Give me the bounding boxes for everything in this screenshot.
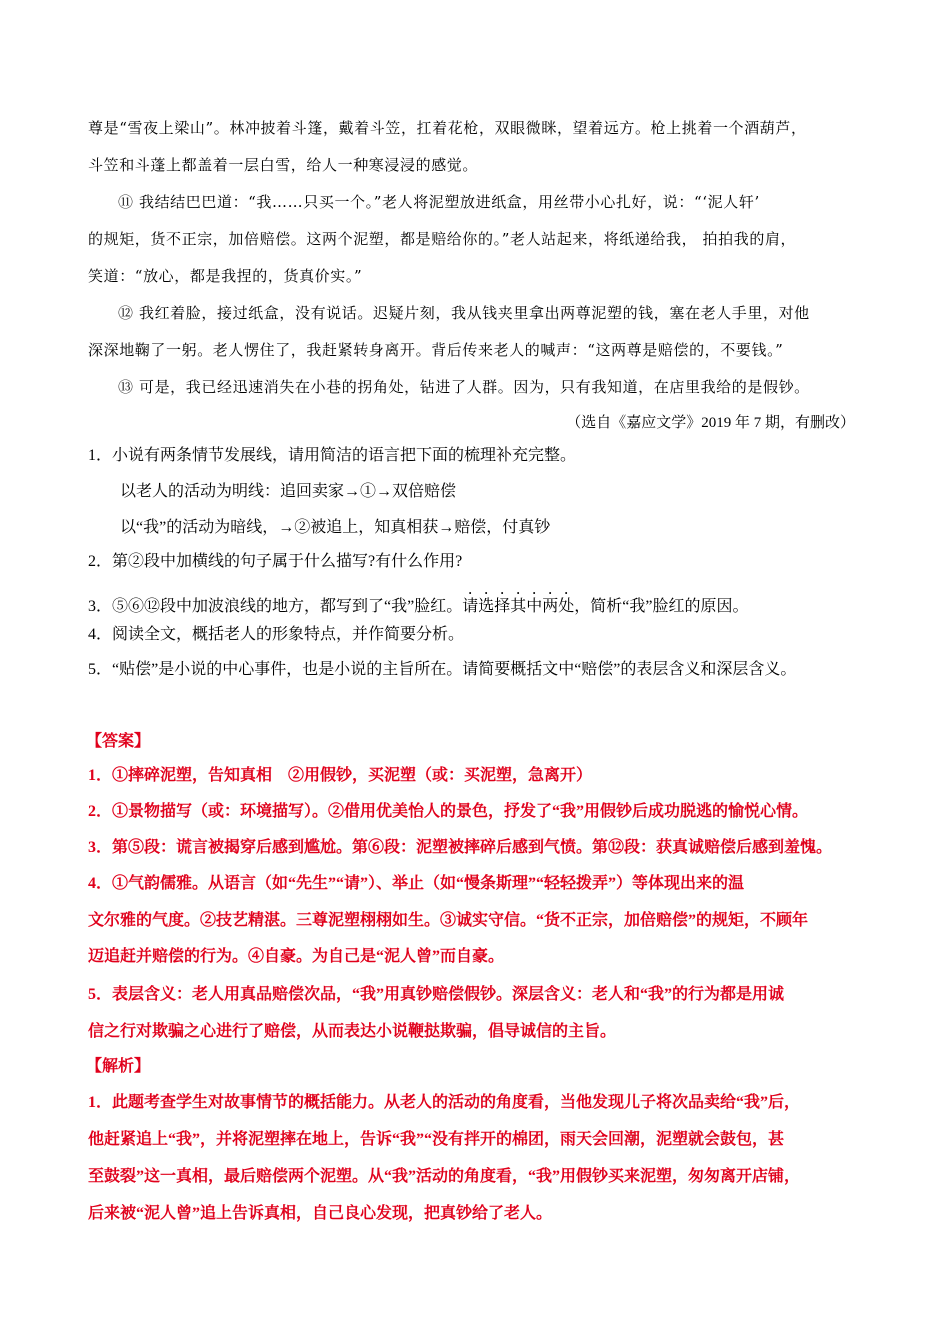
analysis-line: 他赶紧追上“我”，并将泥塑摔在地上，告诉“我”“没有拌开的棉团，雨天会回潮，泥塑就会鼓包，甚 bbox=[88, 1131, 785, 1148]
story-line: 的规矩，货不正宗，加倍赔偿。这两个泥塑，都是赔给你的。”老人站起来，将纸递给我， 拍拍我的肩， bbox=[88, 230, 797, 248]
analysis-line: 后来被“泥人曾”追上告诉真相，自己良心发现，把真钞给了老人。 bbox=[88, 1205, 553, 1222]
answer-1: 1．①摔碎泥塑，告知真相 ②用假钞，买泥塑（或：买泥塑，急离开） bbox=[88, 767, 593, 784]
answer-5-cont: 信之行对欺骗之心进行了赔偿，从而表达小说鞭挞欺骗，倡导诚信的主旨。 bbox=[88, 1023, 617, 1040]
question-1: 1．小说有两条情节发展线，请用简洁的语言把下面的梳理补充完整。 bbox=[88, 447, 577, 464]
answer-5: 5．表层含义：老人用真品赔偿次品，“我”用真钞赔偿假钞。深层含义：老人和“我”的行为都是用诚 bbox=[88, 986, 785, 1003]
story-line: 笑道：“放心，都是我捏的，货真价实。” bbox=[88, 267, 363, 285]
answer-2: 2．①景物描写（或：环境描写）。②借用优美怡人的景色，抒发了“我”用假钞后成功脱逃的愉悦心情。 bbox=[88, 803, 809, 820]
paragraph-11: ⑪ 我结结巴巴道：“我……只买一个。”老人将泥塑放进纸盒，用丝带小心扎好，说：“‘泥人轩’ bbox=[118, 193, 760, 211]
paragraph-12: ⑫ 我红着脸，接过纸盒，没有说话。迟疑片刻，我从钱夹里拿出两尊泥塑的钱，塞在老人手里，对他 bbox=[118, 304, 810, 322]
question-1-line-b: 以“我”的活动为暗线，→②被追上，知真相获→赔偿，付真钞 bbox=[120, 519, 551, 536]
paragraph-13: ⑬ 可是，我已经迅速消失在小巷的拐角处，钻进了人群。因为，只有我知道，在店里我给的是假钞。 bbox=[118, 378, 810, 396]
question-4: 4．阅读全文，概括老人的形象特点，并作简要分析。 bbox=[88, 626, 465, 643]
answer-4-cont: 迈追赶并赔偿的行为。④自豪。为自己是“泥人曾”而自豪。 bbox=[88, 948, 505, 965]
question-5: 5．“贴偿”是小说的中心事件，也是小说的主旨所在。请简要概括文中“赔偿”的表层含义和深层含义。 bbox=[88, 661, 797, 678]
story-line: 尊是“雪夜上梁山”。林冲披着斗篷，戴着斗笠，扛着花枪，双眼微眯，望着远方。枪上挑着一个酒葫芦， bbox=[88, 119, 807, 137]
answer-heading: 【答案】 bbox=[86, 733, 151, 750]
source-citation: （选自《嘉应文学》2019 年 7 期，有删改） bbox=[566, 415, 855, 431]
question-1-line-a: 以老人的活动为明线：追回卖家→①→双倍赔偿 bbox=[120, 483, 457, 500]
story-line: 斗笠和斗蓬上都盖着一层白雪，给人一种寒浸浸的感觉。 bbox=[88, 156, 479, 174]
question-3-text-end: ，简析“我”脸红的原因。 bbox=[574, 598, 749, 615]
answer-3: 3．第⑤段：谎言被揭穿后感到尴尬。第⑥段：泥塑被摔碎后感到气愤。第⑫段：获真诚赔偿后感到羞愧。 bbox=[88, 839, 833, 856]
question-3 bbox=[88, 589, 748, 617]
answer-4-cont: 文尔雅的气度。②技艺精湛。三尊泥塑栩栩如生。③诚实守信。“货不正宗，加倍赔偿”的规矩，不顾年 bbox=[88, 912, 809, 929]
question-3-text: 3．⑤⑥⑫段中加波浪线的地方，都写到了“我”脸红。 bbox=[88, 598, 463, 615]
analysis-heading: 【解析】 bbox=[86, 1058, 151, 1075]
answer-4: 4．①气韵儒雅。从语言（如“先生”“请”）、举止（如“慢条斯理”“轻轻拨弄”）等体现出来的温 bbox=[88, 875, 745, 892]
question-3-emphasis: 请选择其中两处 bbox=[462, 598, 575, 615]
story-line: 深深地鞠了一躬。老人愣住了，我赶紧转身离开。背后传来老人的喊声：“这两尊是赔偿的，不要钱。” bbox=[88, 341, 784, 359]
analysis-line: 1．此题考查学生对故事情节的概括能力。从老人的活动的角度看，当他发现儿子将次品卖给“我”后， bbox=[88, 1094, 801, 1111]
question-2: 2．第②段中加横线的句子属于什么描写?有什么作用? bbox=[88, 553, 463, 570]
analysis-line: 至鼓裂”这一真相，最后赔偿两个泥塑。从“我”活动的角度看，“我”用假钞买来泥塑，匆匆离开店铺， bbox=[88, 1168, 801, 1185]
